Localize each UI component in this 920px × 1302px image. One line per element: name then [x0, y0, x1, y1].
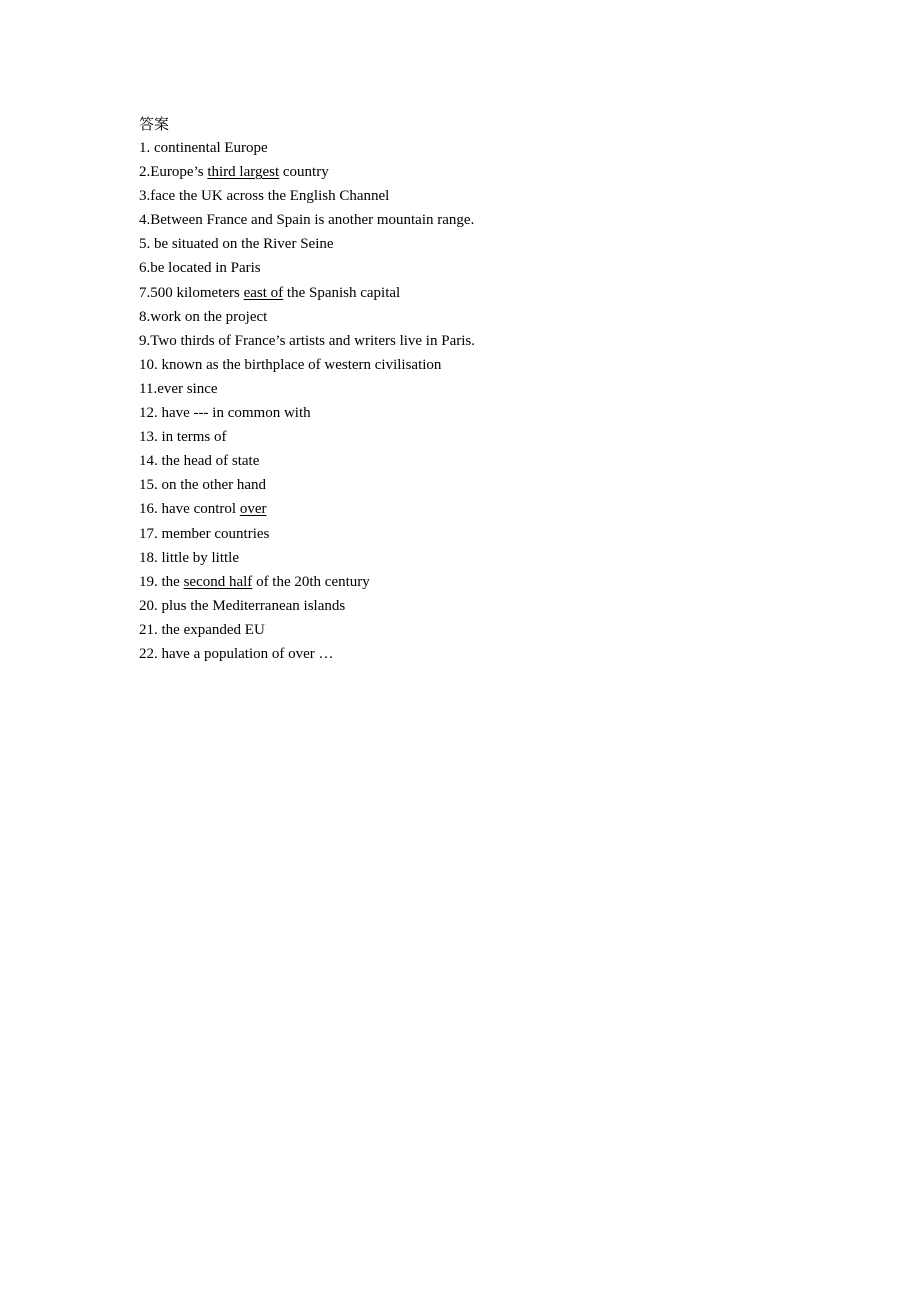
answer-item [139, 546, 819, 570]
answer-item [139, 401, 819, 425]
answer-item [139, 642, 819, 666]
answer-text: 19. the [139, 573, 184, 590]
answer-item [139, 618, 819, 642]
answer-text: 3.face the UK across the English Channel [139, 188, 390, 205]
answer-text: 10. known as the birthplace of western civilisation [139, 356, 442, 373]
answer-item [139, 594, 819, 618]
answer-item [139, 473, 819, 497]
answer-item [139, 281, 819, 305]
answer-item [139, 570, 819, 594]
answer-item [139, 232, 819, 256]
answer-section [139, 112, 819, 666]
underlined-phrase: third largest [207, 164, 280, 181]
answer-list [139, 136, 819, 666]
answer-item [139, 497, 819, 521]
answer-text: 20. plus the Mediterranean islands [139, 597, 346, 614]
answer-text: 18. little by little [139, 549, 239, 566]
answer-item [139, 449, 819, 473]
answer-heading: 答案 [139, 115, 170, 133]
answer-text: the Spanish capital [283, 284, 401, 301]
answer-item [139, 256, 819, 280]
answer-item [139, 353, 819, 377]
answer-text: of the 20th century [252, 573, 370, 590]
answer-text: 7.500 kilometers [139, 284, 244, 301]
answer-item [139, 136, 819, 160]
answer-text: 1. continental Europe [139, 140, 268, 156]
answer-text: 15. on the other hand [139, 477, 267, 494]
answer-text: 13. in terms of [139, 429, 227, 446]
answer-text: 12. have --- in common with [139, 405, 311, 422]
answer-text: 8.work on the project [139, 308, 268, 325]
answer-text: 2.Europe’s [139, 164, 208, 181]
answer-item [139, 305, 819, 329]
answer-item [139, 425, 819, 449]
answer-text: 17. member countries [139, 525, 270, 542]
answer-text: 22. have a population of over … [139, 645, 334, 662]
answer-text: 11.ever since [139, 380, 218, 397]
answer-text: 5. be situated on the River Seine [139, 236, 334, 253]
answer-item [139, 160, 819, 184]
answer-item [139, 329, 819, 353]
answer-text: 4.Between France and Spain is another mountain range. [139, 212, 475, 229]
answer-text: 14. the head of state [139, 453, 260, 470]
underlined-phrase: over [239, 501, 267, 518]
answer-item [139, 377, 819, 401]
answer-text: 16. have control [139, 501, 240, 518]
underlined-phrase: second half [183, 573, 253, 590]
answer-item [139, 522, 819, 546]
answer-text: 9.Two thirds of France’s artists and writers live in Paris. [139, 332, 475, 349]
underlined-phrase: east of [243, 284, 284, 301]
answer-text: 6.be located in Paris [139, 260, 261, 277]
answer-item [139, 184, 819, 208]
answer-text: 21. the expanded EU [139, 621, 265, 638]
answer-item [139, 208, 819, 232]
answer-text: country [279, 164, 329, 181]
